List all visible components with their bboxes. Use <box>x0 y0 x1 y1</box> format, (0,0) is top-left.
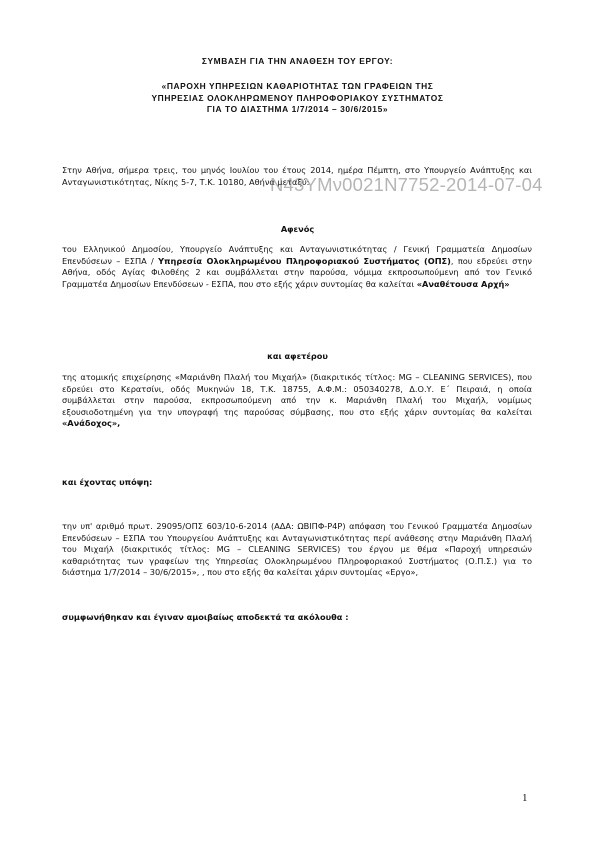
contract-subtitle <box>0 81 595 116</box>
contract-title: ΣΥΜΒΑΣΗ ΓΙΑ ΤΗΝ ΑΝΑΘΕΣΗ ΤΟΥ ΕΡΓΟΥ: <box>201 56 394 66</box>
party-a-entity: Υπηρεσία Ολοκληρωμένου Πληροφοριακού Συστήματος (ΟΠΣ) <box>158 255 451 266</box>
party-b-paragraph <box>62 372 532 430</box>
page-number: 1 <box>522 792 528 804</box>
contract-subtitle-line-1: «ΠΑΡΟΧΗ ΥΠΗΡΕΣΙΩΝ ΚΑΘΑΡΙΟΤΗΤΑΣ ΤΩΝ ΓΡΑΦΕΙΩΝ ΤΗΣ <box>161 81 434 91</box>
party-a-alias: «Αναθέτουσα Αρχή» <box>416 278 510 289</box>
contract-subtitle-line-3: ΓΙΑ ΤΟ ΔΙΑΣΤΗΜΑ 1/7/2014 – 30/6/2015» <box>206 104 389 114</box>
agreed-heading: συμφωνήθηκαν και έγιναν αμοιβαίως αποδεκτά τα ακόλουθα : <box>62 612 349 622</box>
contract-subtitle-line-2: ΥΠΗΡΕΣΙΑΣ ΟΛΟΚΛΗΡΩΜΕΝΟΥ ΠΛΗΡΟΦΟΡΙΑΚΟΥ ΣΥΣΤΗΜΑΤΟΣ <box>151 92 444 103</box>
party-b-alias: «Ανάδοχος», <box>62 418 121 429</box>
considering-heading: και έχοντας υπόψη: <box>62 477 153 487</box>
party-a-text-after: , που εδρεύει στην Αθήνα, οδός Αγίας Φιλοθέης 2 και συμβάλλεται στην παρούσα, νόμιμα εκπροσωπούμενη από τον Γενικό Γραμματέα Δημοσίων Επενδύσεων - ΕΣΠΑ, που στο εξής χάριν συντομίας θα καλείται <box>62 255 532 289</box>
party-b-text: της ατομικής επιχείρησης «Μαριάνθη Πλαλή του Μιχαήλ» (διακριτικός τίτλος: MG – CLEANING SERVICES), που εδρεύει στο Κερατσίνι, οδός Μυκηνών 18, Τ.Κ. 18755, Α.Φ.Μ.: 050340278, Δ.Ο.Υ. Ε΄ Πειραιά, η οποία συμβάλλεται στην παρούσα, εκπροσωπούμενη από την κ. Μαριάνθη Πλαλή του Μιχαήλ, νομίμως εξουσιοδοτημένη για την υπογραφή της παρούσας σύμβασης, που στο εξής χάριν συντομίας θα καλείται <box>62 372 532 417</box>
party-a-paragraph <box>62 244 532 290</box>
ada-watermark: Ν43ΥΜν0021Ν7752-2014-07-04 <box>270 174 543 195</box>
party-a-heading: Αφενός <box>280 224 315 234</box>
party-a-text-before: του Ελληνικού Δημοσίου, Υπουργείο Ανάπτυξης και Ανταγωνιστικότητας / Γενική Γραμματεία Δημοσίων Επενδύσεων – ΕΣΠΑ / <box>62 244 532 266</box>
considering-paragraph: την υπ' αριθμό πρωτ. 29095/ΟΠΣ 603/10-6-2014 (ΑΔΑ: ΩΒΙΠΦ-Ρ4Ρ) απόφαση του Γενικού Γραμματέα Δημοσίων Επενδύσεων – ΕΣΠΑ του Υπουργείου Ανάπτυξης και Ανταγωνιστικότητας περί ανάθεσης στην Μαριάνθη Πλαλή του Μιχαήλ (διακριτικός τίτλος: MG – CLEANING SERVICES) του έργου με θέμα «Παροχή υπηρεσιών καθαριότητας των γραφείων της Υπηρεσίας Ολοκληρωμένου Πληροφοριακού Συστήματος (Ο.Π.Σ.) για το διάστημα 1/7/2014 – 30/6/2015», , που στο εξής θα καλείται χάριν συντομίας «Εργο», <box>62 521 532 578</box>
intro-paragraph: Στην Αθήνα, σήμερα τρεις, του μηνός Ιουλίου του έτους 2014, ημέρα Πέμπτη, στο Υπουργείο Ανάπτυξης και Ανταγωνιστικότητας, Νίκης 5-7, Τ.Κ. 10180, Αθήνα μεταξύ: <box>62 165 532 187</box>
party-b-heading: και αφετέρου <box>267 351 328 361</box>
